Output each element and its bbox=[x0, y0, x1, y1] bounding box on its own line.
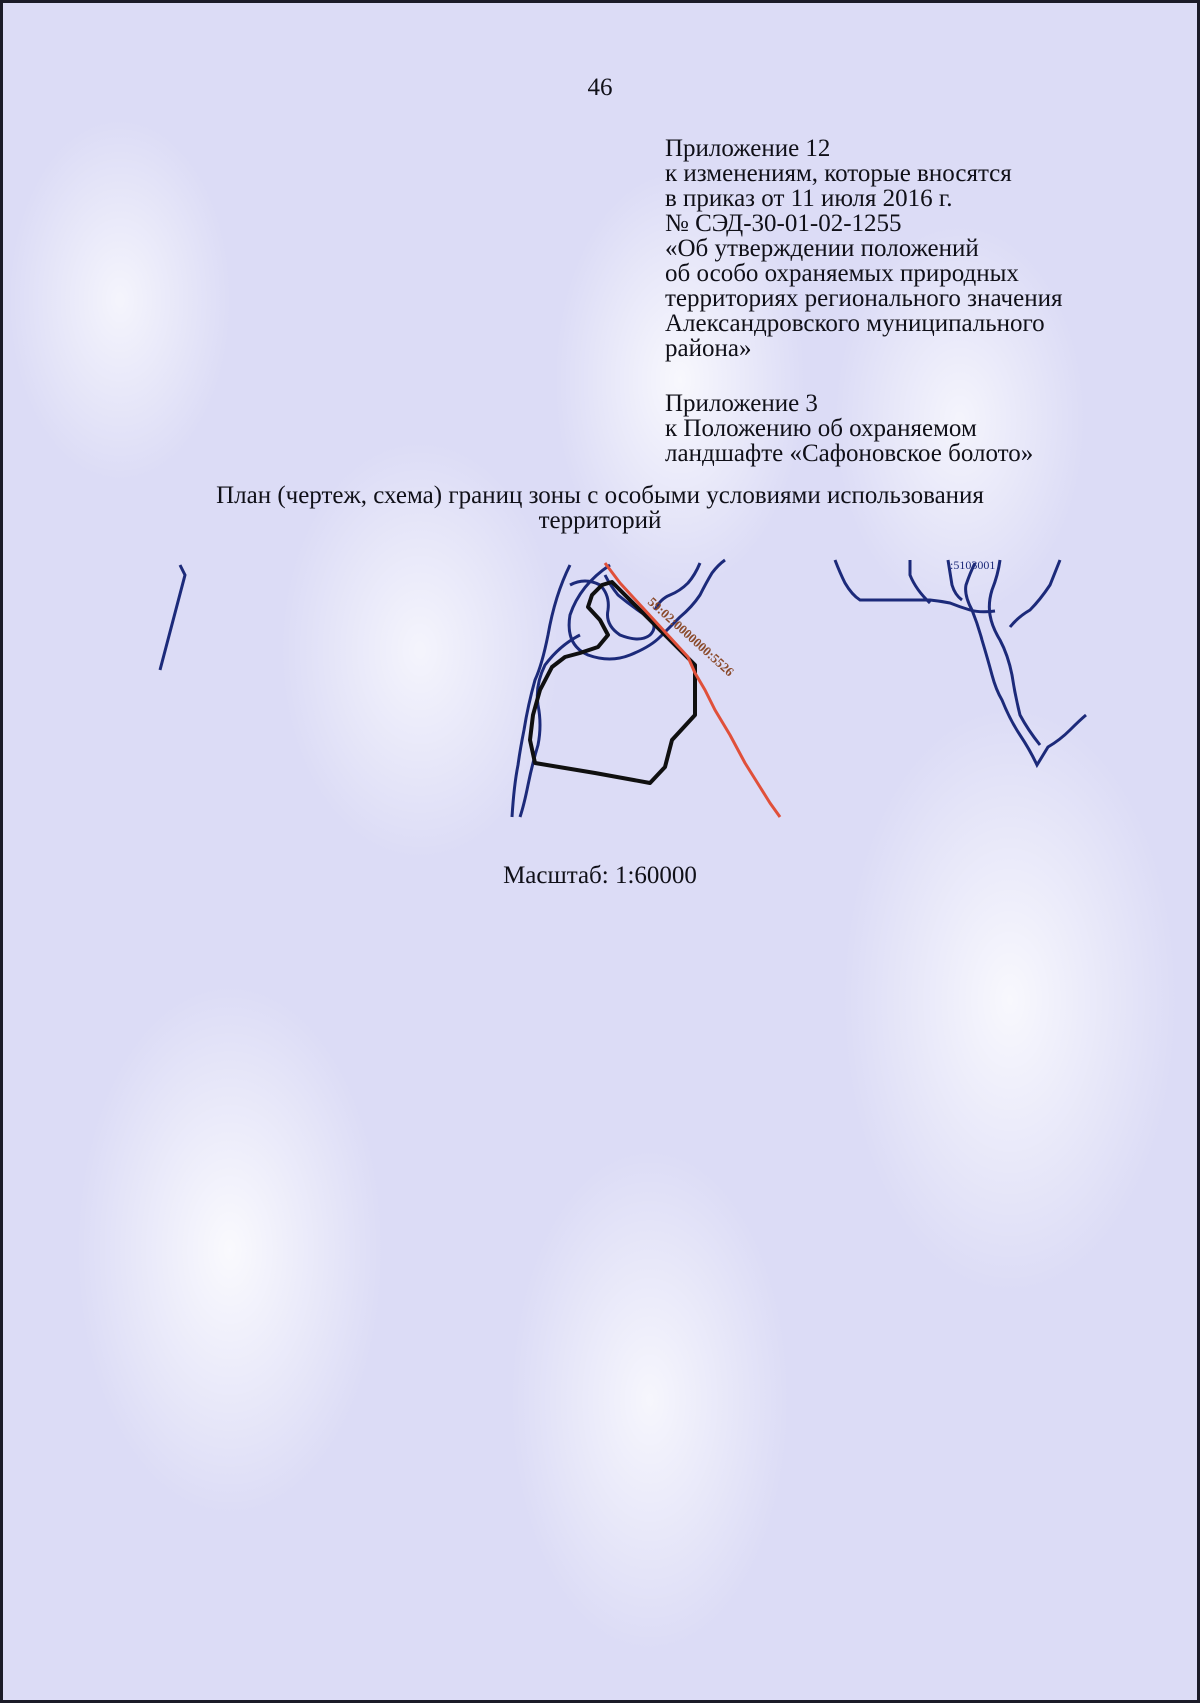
annex-line: к изменениям, которые вносятся bbox=[665, 160, 1012, 187]
river-network-east-branch-3 bbox=[989, 560, 1040, 745]
annex-line: «Об утверждении положений bbox=[665, 235, 979, 262]
sub-annex-line: Приложение 3 bbox=[665, 390, 818, 417]
parcel-label-short: :5103001 bbox=[950, 558, 996, 572]
river-network-east-branch-1 bbox=[910, 560, 930, 603]
annex-line: в приказ от 11 июля 2016 г. bbox=[665, 185, 953, 212]
annex-line: об особо охраняемых природных bbox=[665, 260, 1019, 287]
annex-line: Александровского муниципального bbox=[665, 310, 1045, 337]
page-number: 46 bbox=[587, 74, 613, 101]
scan-border-top bbox=[0, 0, 1200, 3]
sub-annex-line: к Положению об охраняемом bbox=[665, 415, 977, 442]
boundary-map-svg bbox=[140, 555, 1160, 820]
annex-line: района» bbox=[665, 335, 752, 362]
annex-line: территориях регионального значения bbox=[665, 285, 1063, 312]
plan-title-line-2: территорий bbox=[538, 507, 662, 534]
annex-header bbox=[665, 136, 1185, 466]
river-network-east-branch-4 bbox=[1010, 560, 1060, 627]
parcel-label-main: 59:02:0000000:5526 bbox=[644, 594, 738, 680]
map-scale: Масштаб: 1:60000 bbox=[503, 862, 697, 889]
river-line-left bbox=[160, 565, 185, 670]
annex-spacer bbox=[665, 361, 1185, 391]
plan-title bbox=[0, 483, 1200, 533]
river-channel-south bbox=[520, 635, 580, 817]
plan-title-line-1: План (чертеж, схема) границ зоны с особыми условиями использования bbox=[216, 482, 984, 509]
annex-line: № СЭД-30-01-02-1255 bbox=[665, 210, 902, 237]
boundary-map bbox=[140, 555, 1160, 820]
sub-annex-line: ландшафте «Сафоновское болото» bbox=[665, 440, 1034, 467]
annex-line: Приложение 12 bbox=[665, 135, 831, 162]
scan-border-left bbox=[0, 0, 3, 1703]
river-network-east-branch-2 bbox=[966, 563, 1086, 765]
